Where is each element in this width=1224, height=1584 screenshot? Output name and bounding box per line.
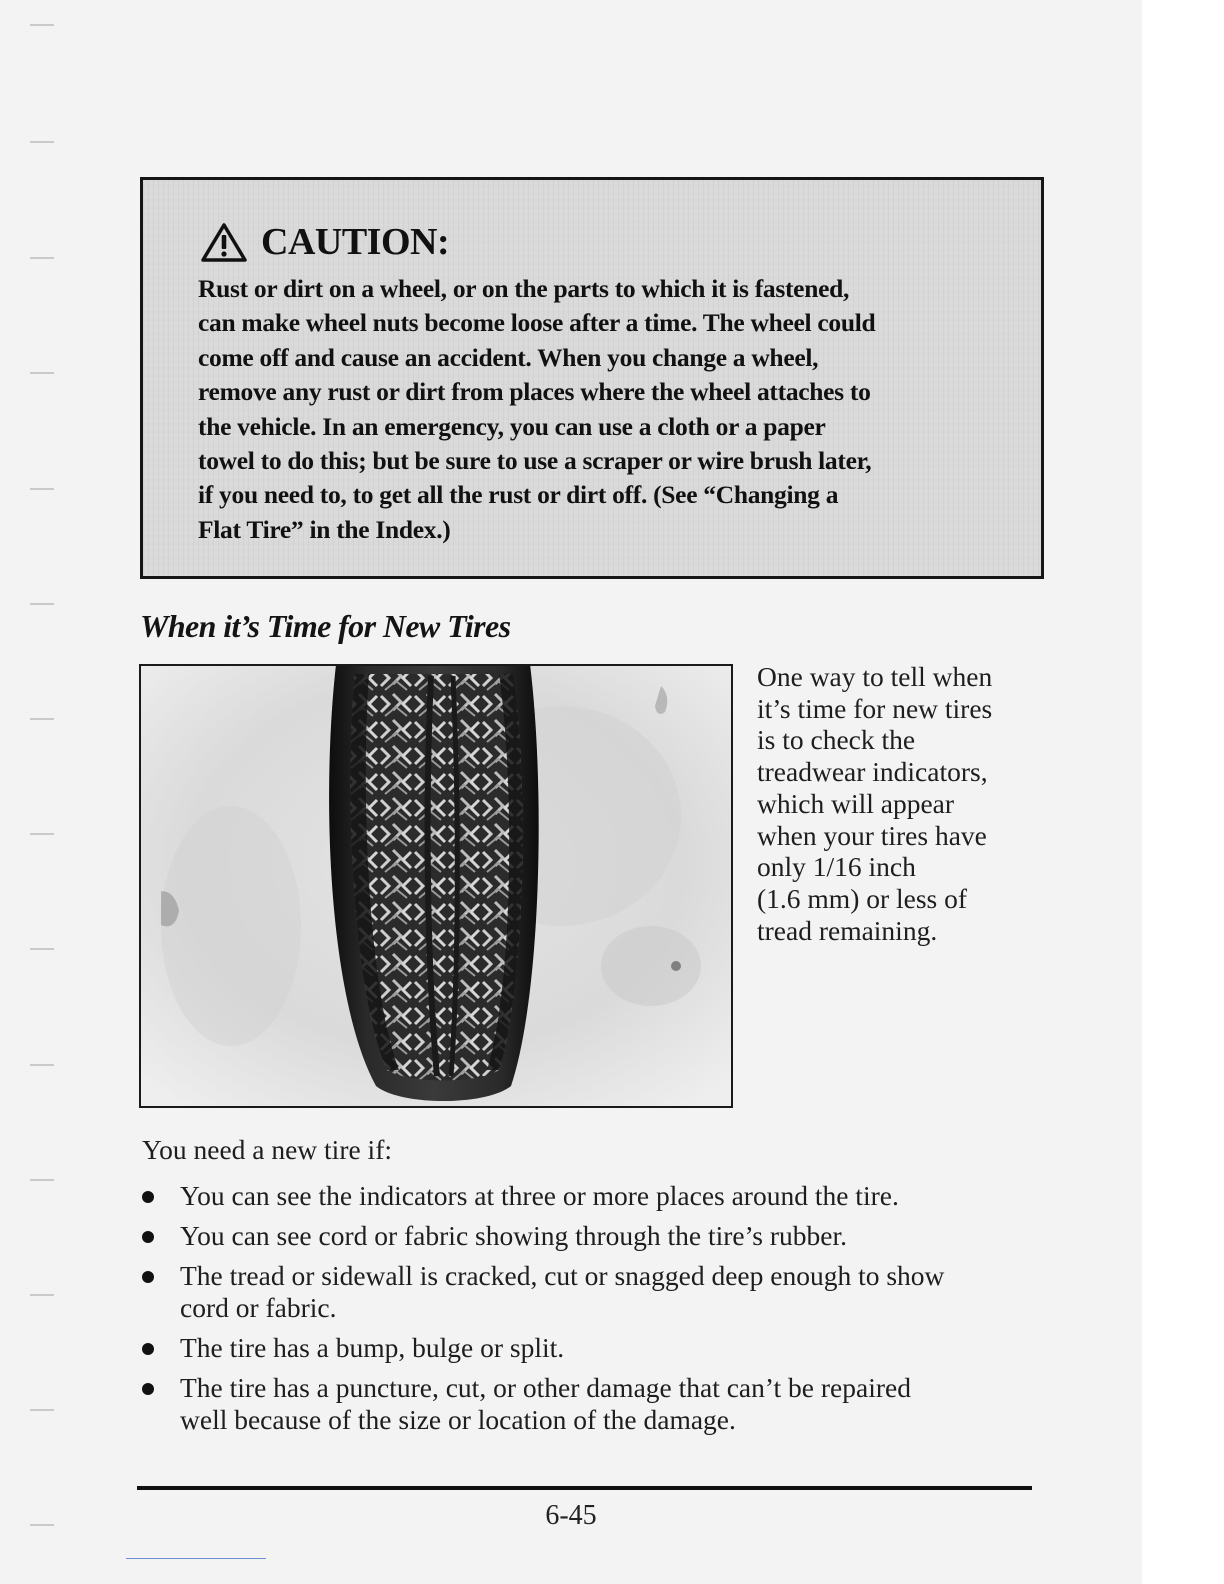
margin-tick [30, 603, 54, 605]
margin-tick [30, 372, 54, 374]
list-item [140, 1372, 1040, 1436]
margin-tick [30, 1409, 54, 1411]
caution-text [198, 272, 998, 547]
warning-triangle-icon [201, 222, 247, 262]
caution-line: towel to do this; but be sure to use a scraper or wire brush later, [198, 446, 872, 476]
margin-tick [30, 141, 54, 143]
list-item-text: The tire has a bump, bulge or split. [180, 1332, 565, 1363]
list-item-text: You can see the indicators at three or more places around the tire. [180, 1180, 899, 1211]
margin-tick [30, 257, 54, 259]
caution-line: Flat Tire” in the Index.) [198, 514, 451, 544]
bullet-icon [142, 1231, 154, 1243]
bullet-icon [142, 1271, 154, 1283]
paragraph-line: when your tires have [757, 819, 987, 851]
paragraph-line: is to check the [757, 724, 916, 756]
list-item [140, 1332, 1040, 1364]
margin-tick [30, 833, 54, 835]
paragraph-line: One way to tell when [757, 661, 993, 692]
list-item [140, 1260, 1040, 1324]
margin-tick [30, 1064, 54, 1066]
new-tire-lead: You need a new tire if: [142, 1134, 392, 1165]
tire-photo [139, 664, 733, 1108]
list-item-text: You can see cord or fabric showing through the tire’s rubber. [180, 1220, 847, 1251]
bullet-icon [142, 1191, 154, 1203]
bullet-icon [142, 1343, 154, 1355]
caution-line: come off and cause an accident. When you change a wheel, [198, 342, 819, 372]
list-item-text: The tread or sidewall is cracked, cut or snagged deep enough to show [180, 1260, 945, 1291]
footer-rule [137, 1486, 1032, 1490]
treadwear-paragraph [757, 661, 1027, 946]
margin-tick [30, 488, 54, 490]
paragraph-line: only 1/16 inch [757, 851, 916, 883]
tire-illustration [141, 666, 731, 1106]
list-item-text: well because of the size or location of the damage. [180, 1404, 736, 1435]
paragraph-line: treadwear indicators, [757, 756, 988, 788]
caution-line: Rust or dirt on a wheel, or on the parts to which it is fastened, [198, 274, 850, 303]
list-item-text: The tire has a puncture, cut, or other damage that can’t be repaired [180, 1372, 911, 1403]
bullet-icon [142, 1383, 154, 1395]
list-item-text: cord or fabric. [180, 1292, 337, 1323]
list-item [140, 1180, 1040, 1212]
paragraph-line: tread remaining. [757, 914, 938, 946]
margin-tick [30, 1294, 54, 1296]
paragraph-line: which will appear [757, 787, 955, 819]
paragraph-line: (1.6 mm) or less of [757, 882, 968, 914]
caution-box [140, 177, 1044, 579]
caution-line: can make wheel nuts become loose after a time. The wheel could [198, 308, 876, 338]
margin-tick [30, 24, 54, 26]
section-title: When it’s Time for New Tires [140, 608, 511, 644]
caution-line: remove any rust or dirt from places where the wheel attaches to [198, 377, 871, 407]
footer-link-underline [126, 1558, 266, 1559]
paragraph-line: it’s time for new tires [757, 692, 993, 724]
caution-line: if you need to, to get all the rust or dirt off. (See “Changing a [198, 480, 839, 510]
margin-tick [30, 1179, 54, 1181]
page-number: 6-45 [545, 1500, 597, 1531]
margin-tick [30, 718, 54, 720]
new-tire-criteria-list [140, 1180, 1040, 1444]
caution-title: CAUTION: [261, 221, 450, 263]
margin-tick [30, 948, 54, 950]
caution-header [201, 220, 449, 264]
list-item [140, 1220, 1040, 1252]
caution-line: the vehicle. In an emergency, you can use a cloth or a paper [198, 411, 826, 441]
